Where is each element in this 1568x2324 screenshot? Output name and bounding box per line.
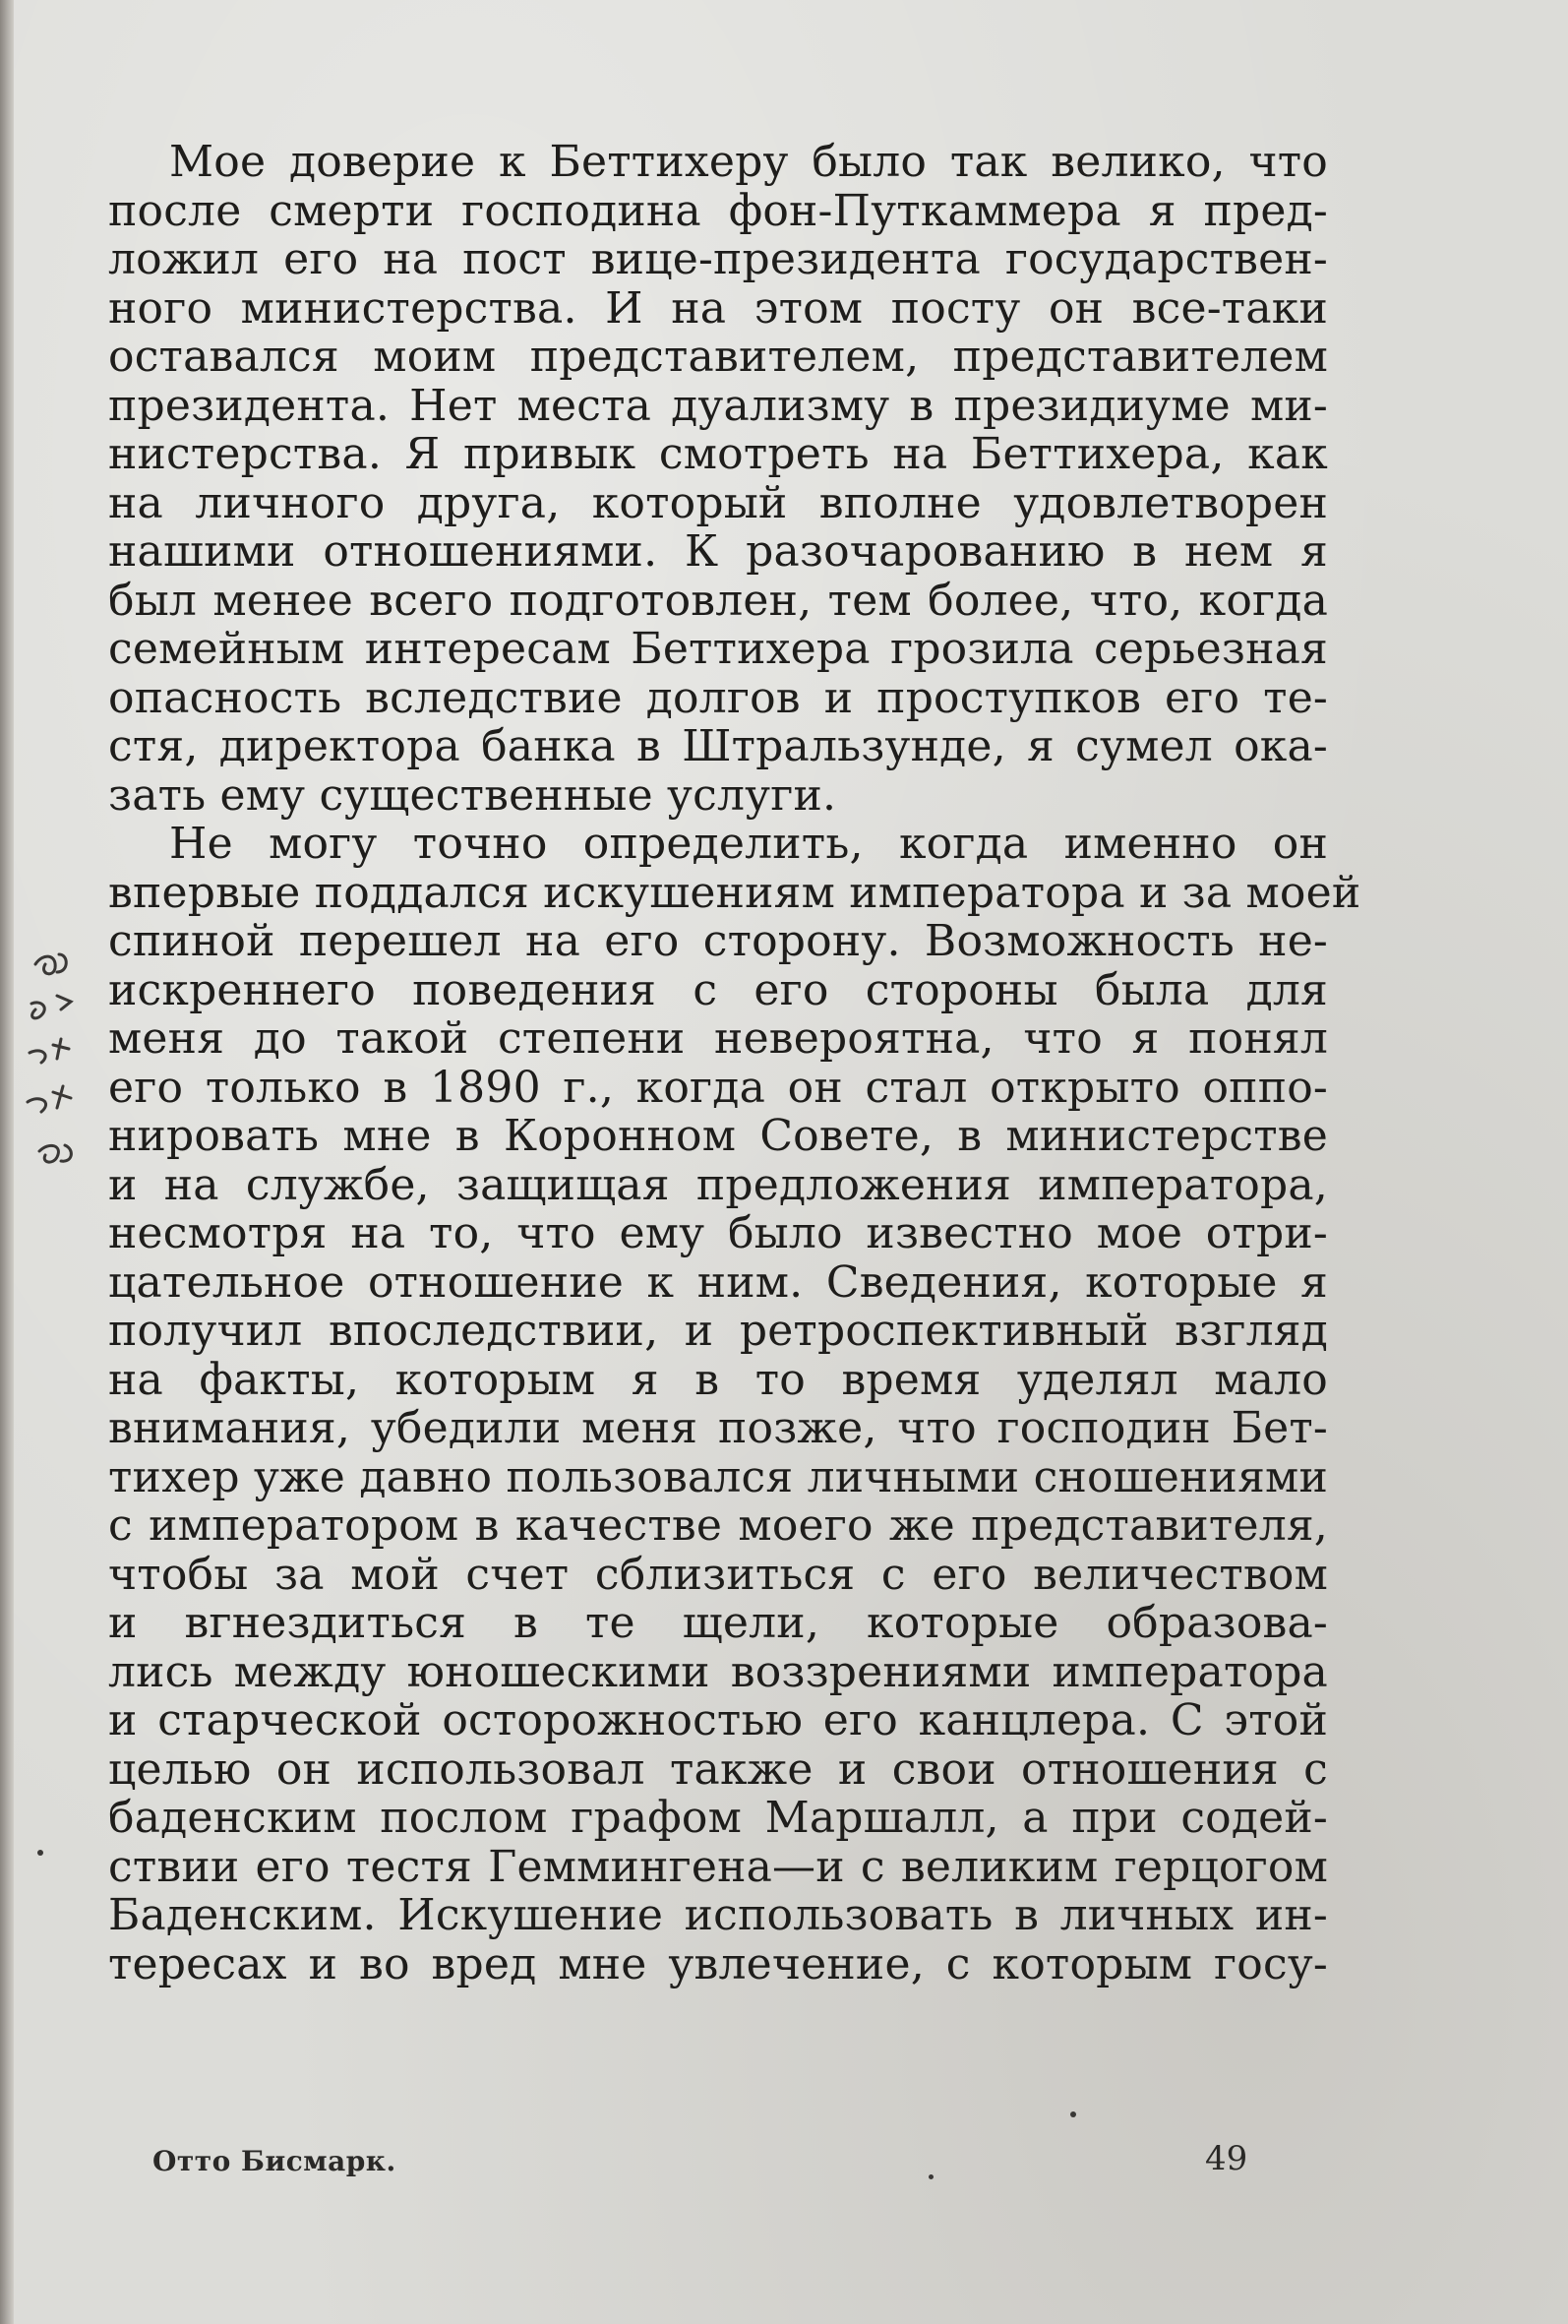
page-edge [0, 0, 14, 2324]
text-line: Баденским. Искушение использовать в личных ин- [108, 1890, 1328, 1940]
text-line: был менее всего подготовлен, тем более, что, когда [108, 575, 1328, 626]
text-line: его только в 1890 г., когда он стал открыто оппо- [108, 1062, 1328, 1113]
ink-speck [37, 1850, 43, 1856]
text-line: чтобы за мой счет сблизиться с его величеством [108, 1549, 1328, 1600]
text-line: лись между юношескими воззрениями императора [108, 1646, 1328, 1697]
page-number: 49 [1205, 2139, 1248, 2178]
text-line: спиной перешел на его сторону. Возможность не- [108, 916, 1328, 966]
text-line: баденским послом графом Маршалл, а при содей- [108, 1793, 1328, 1843]
text-line: нашими отношениями. К разочарованию в нем я [108, 526, 1328, 577]
text-line: тихер уже давно пользовался личными сношениями [108, 1451, 1328, 1502]
text-line: целью он использовал также и свои отношения с [108, 1743, 1328, 1795]
text-line: и вгнездиться в те щели, которые образова- [108, 1598, 1328, 1648]
handwritten-margin-note-icon [18, 935, 96, 1230]
text-line: стя, директора банка в Штральзунде, я сумел ока- [108, 721, 1328, 771]
text-line: зать ему существенные услуги. [108, 769, 837, 821]
text-line: ложил его на пост вице-президента государствен- [108, 234, 1328, 284]
text-line: оставался моим представителем, представителем [108, 332, 1328, 382]
ink-speck [1070, 2111, 1076, 2117]
text-line: впервые поддался искушениям императора и за моей [108, 867, 1361, 918]
text-line: на личного друга, который вполне удовлетворен [108, 477, 1328, 528]
text-line: цательное отношение к ним. Сведения, которые я [108, 1256, 1328, 1308]
text-line: опасность вследствие долгов и проступков его те- [108, 672, 1328, 723]
paragraph-2 [108, 819, 1361, 1989]
text-line: ствии его тестя Геммингена—и с великим герцогом [108, 1841, 1328, 1892]
text-line: и на службе, защищая предложения императора, [108, 1159, 1328, 1210]
text-line: на факты, которым я в то время уделял мало [108, 1354, 1328, 1405]
text-line: Не могу точно определить, когда именно он [169, 819, 1328, 869]
text-line: нировать мне в Коронном Совете, в министерстве [108, 1111, 1328, 1161]
text-line: меня до такой степени невероятна, что я понял [108, 1013, 1328, 1064]
body-text [108, 137, 1361, 1989]
text-line: президента. Нет места дуализму в президиуме ми- [108, 380, 1328, 431]
ink-speck [929, 2174, 934, 2179]
text-line: семейным интересам Беттихера грозила серьезная [108, 624, 1328, 674]
text-line: внимания, убедили меня позже, что господин Бет- [108, 1403, 1328, 1453]
text-line: тересах и во вред мне увлечение, с которым госу- [108, 1938, 1328, 1989]
text-line: получил впоследствии, и ретроспективный взгляд [108, 1306, 1328, 1356]
footer-author: Отто Бисмарк. [152, 2145, 396, 2177]
text-line: искреннего поведения с его стороны была для [108, 964, 1328, 1015]
text-line: нистерства. Я привык смотреть на Беттихера, как [108, 429, 1328, 479]
text-line: после смерти господина фон-Путкаммера я пред- [108, 185, 1328, 236]
text-line: ного министерства. И на этом посту он все-таки [108, 282, 1328, 334]
text-line: Мое доверие к Беттихеру было так велико, что [169, 137, 1328, 187]
text-line: с императором в качестве моего же представителя, [108, 1500, 1328, 1551]
text-line: несмотря на то, что ему было известно мое отри- [108, 1208, 1328, 1258]
text-line: и старческой осторожностью его канцлера. С этой [108, 1695, 1328, 1745]
paragraph-1 [108, 138, 1328, 820]
